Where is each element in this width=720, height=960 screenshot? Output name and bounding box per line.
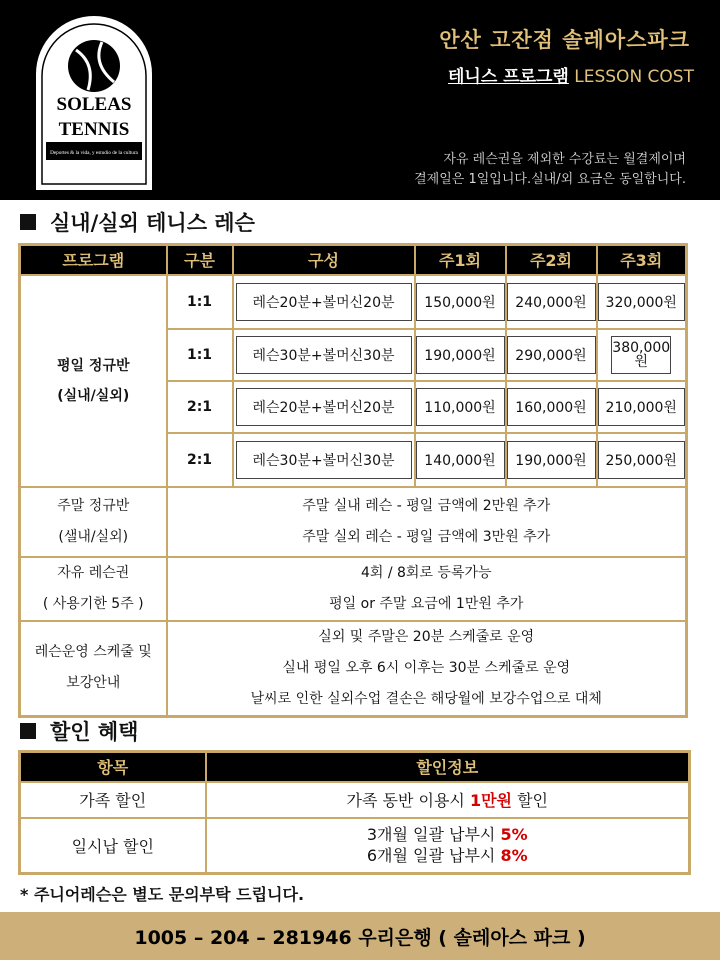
free-pass-info-line: 4회 / 8회로 등록가능 xyxy=(360,564,492,581)
table-row xyxy=(20,621,687,717)
family-discount-text: 할인 xyxy=(512,791,548,810)
lump-discount-rate: 5% xyxy=(500,825,528,845)
logo-tagline: Deportes & la vida, y estudio de la cultura xyxy=(50,150,138,156)
lesson-type: 1:1 xyxy=(167,275,233,329)
free-pass-info-line: 평일 or 주말 요금에 1만원 추가 xyxy=(329,595,524,612)
price-2x: 190,000원 xyxy=(507,441,596,479)
schedule-sublabel: 보강안내 xyxy=(66,675,121,691)
table-row xyxy=(20,487,687,557)
page-subtitle xyxy=(448,62,694,87)
schedule-info-line: 날씨로 인한 실외수업 결손은 해당월에 보강수업으로 대체 xyxy=(250,690,602,707)
price-1x: 110,000원 xyxy=(416,388,505,426)
lesson-heading-text: 실내/실외 테니스 레슨 xyxy=(50,211,255,235)
discount-section-heading xyxy=(20,716,138,746)
header-banner xyxy=(0,0,720,200)
col-header: 주2회 xyxy=(506,245,597,275)
lesson-type: 1:1 xyxy=(167,329,233,381)
payment-note-line1: 자유 레슨권을 제외한 수강료는 월결제이며 xyxy=(443,152,686,167)
weekday-program-cell xyxy=(20,275,167,487)
square-bullet-icon xyxy=(20,214,36,230)
free-pass-cell xyxy=(20,557,167,621)
price-2x: 290,000원 xyxy=(507,336,596,374)
lump-discount-text: 6개월 일괄 납부시 xyxy=(366,846,501,866)
weekend-label: 주말 정규반 xyxy=(57,497,130,514)
lesson-section-heading xyxy=(20,207,255,237)
table-row xyxy=(20,818,690,874)
lesson-price-table xyxy=(18,243,688,718)
subtitle-main: 테니스 프로그램 xyxy=(447,67,569,87)
lump-discount-rate: 8% xyxy=(500,846,528,866)
col-header: 항목 xyxy=(20,752,206,782)
lesson-composition: 레슨30분+볼머신30분 xyxy=(236,336,412,374)
lesson-type: 2:1 xyxy=(167,381,233,433)
price-3x: 210,000원 xyxy=(598,388,686,426)
price-3x: 320,000원 xyxy=(598,283,686,321)
price-2x: 160,000원 xyxy=(507,388,596,426)
family-discount-text: 가족 동반 이용시 xyxy=(346,791,470,810)
subtitle-en: LESSON COST xyxy=(568,67,694,87)
square-bullet-icon xyxy=(20,723,36,739)
discount-table xyxy=(18,750,691,875)
table-row xyxy=(20,275,687,329)
free-pass-info-cell xyxy=(167,557,687,621)
price-1x: 190,000원 xyxy=(416,336,505,374)
weekend-info-line: 주말 실내 레슨 - 평일 금액에 2만원 추가 xyxy=(302,497,551,514)
page-title: 안산 고잔점 솔레아스파크 xyxy=(439,28,690,52)
logo-line2: TENNIS xyxy=(58,119,130,140)
weekend-info-line: 주말 실외 레슨 - 평일 금액에 3만원 추가 xyxy=(302,528,551,545)
table-header-row xyxy=(20,752,690,782)
schedule-info-line: 실내 평일 오후 6시 이후는 30분 스케줄로 운영 xyxy=(282,659,571,676)
free-pass-label: 자유 레슨권 xyxy=(57,564,130,581)
family-discount-label: 가족 할인 xyxy=(20,782,206,818)
col-header: 주1회 xyxy=(415,245,506,275)
price-3x: 250,000원 xyxy=(598,441,686,479)
family-discount-info xyxy=(206,782,690,818)
lump-discount-text: 3개월 일괄 납부시 xyxy=(366,825,501,845)
family-discount-amount: 1만원 xyxy=(469,791,512,810)
tennis-ball-icon xyxy=(68,40,120,92)
logo-line1: SOLEAS xyxy=(56,94,132,115)
col-header: 주3회 xyxy=(597,245,687,275)
bank-account-bar: 1005 – 204 – 281946 우리은행 ( 솔레아스 파크 ) xyxy=(0,912,720,960)
schedule-cell xyxy=(20,621,167,717)
col-header: 할인정보 xyxy=(206,752,690,782)
lesson-type: 2:1 xyxy=(167,433,233,487)
payment-note-line2: 결제일은 1일입니다.실내/외 요금은 동일합니다. xyxy=(414,172,686,187)
price-1x: 150,000원 xyxy=(416,283,505,321)
lump-discount-info xyxy=(206,818,690,874)
schedule-info-line: 실외 및 주말은 20분 스케줄로 운영 xyxy=(318,628,535,645)
lesson-composition: 레슨20분+볼머신20분 xyxy=(236,283,412,321)
table-row xyxy=(20,557,687,621)
lesson-composition: 레슨30분+볼머신30분 xyxy=(236,441,412,479)
junior-lesson-note: * 주니어레슨은 별도 문의부탁 드립니다. xyxy=(20,885,305,904)
free-pass-sublabel: ( 사용기한 5주 ) xyxy=(42,595,144,612)
table-header-row xyxy=(20,245,687,275)
price-1x: 140,000원 xyxy=(416,441,505,479)
weekday-sublabel: (실내/실외) xyxy=(57,387,130,404)
weekend-program-cell xyxy=(20,487,167,557)
schedule-info-cell xyxy=(167,621,687,717)
soleas-tennis-logo xyxy=(28,14,160,190)
weekend-sublabel: (샐내/실외) xyxy=(58,528,129,545)
discount-heading-text: 할인 혜택 xyxy=(50,720,139,744)
table-row xyxy=(20,782,690,818)
lesson-composition: 레슨20분+볼머신20분 xyxy=(236,388,412,426)
weekday-label: 평일 정규반 xyxy=(57,357,130,374)
price-2x: 240,000원 xyxy=(507,283,596,321)
price-3x: 380,000 원 xyxy=(611,336,671,374)
schedule-label: 레슨운영 스케줄 및 xyxy=(34,644,152,660)
weekend-info-cell xyxy=(167,487,687,557)
col-header: 구분 xyxy=(167,245,233,275)
lump-discount-label: 일시납 할인 xyxy=(20,818,206,874)
payment-note xyxy=(414,150,686,190)
col-header: 구성 xyxy=(233,245,415,275)
col-header: 프로그램 xyxy=(20,245,167,275)
